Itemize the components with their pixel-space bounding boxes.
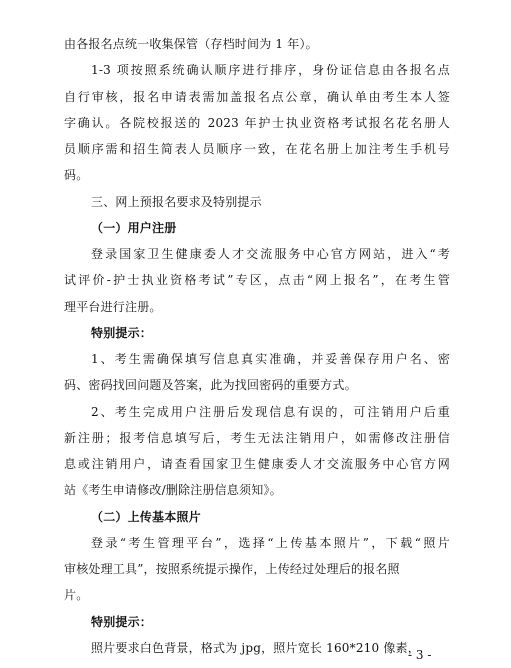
text-line: 自行审核，报名申请表需加盖报名点公章，确认单由考生本人签 — [64, 90, 450, 104]
text-line: 码、密码找回问题及答案，此为找回密码的重要方式。 — [64, 378, 357, 392]
text-line: 新注册；报考信息填写后，考生无法注销用户，如需修改注册信 — [64, 431, 450, 445]
subsection-heading: （一）用户注册 — [91, 221, 177, 235]
page-number: - 3 - — [408, 648, 432, 662]
text-line: 试评价-护士执业资格考试”专区，点击“网上报名”，在考生管 — [64, 273, 450, 287]
text-line: 1、考生需确保填写信息真实准确，并妥善保存用户名、密 — [91, 352, 450, 366]
text-line: 息或注销用户，请查看国家卫生健康委人才交流服务中心官方网 — [64, 457, 450, 471]
special-note-label: 特别提示： — [91, 615, 153, 629]
text-line: 2、考生完成用户注册后发现信息有误的，可注销用户后重 — [91, 405, 450, 419]
text-line: 员顺序需和招生简表人员顺序一致，在花名册上加注考生手机号 — [64, 142, 450, 156]
text-line: 审核处理工具”，按照系统提示操作，上传经过处理后的报名照 — [64, 562, 400, 576]
text-line: 登录“考生管理平台”，选择“上传基本照片”，下载“照片 — [91, 536, 450, 550]
text-line: 登录国家卫生健康委人才交流服务中心官方网站，进入“考 — [91, 247, 450, 261]
text-line: 理平台进行注册。 — [64, 300, 162, 314]
text-line: 字确认。各院校报送的 2023 年护士执业资格考试报名花名册人 — [64, 116, 450, 130]
text-line: 照片要求白色背景，格式为 jpg，照片宽长 160*210 像素， — [91, 641, 420, 655]
text-line: 站《考生申请修改/删除注册信息须知》。 — [64, 483, 282, 497]
text-line: 由各报名点统一收集保管（存档时间为 1 年）。 — [64, 37, 318, 51]
text-line: 片。 — [64, 588, 89, 602]
text-line: 码。 — [64, 168, 89, 182]
text-line: 1-3 项按照系统确认顺序进行排序，身份证信息由各报名点 — [91, 63, 450, 77]
subsection-heading: （二）上传基本照片 — [91, 510, 201, 524]
special-note-label: 特别提示： — [91, 326, 153, 340]
section-heading: 三、网上预报名要求及特别提示 — [91, 195, 262, 209]
